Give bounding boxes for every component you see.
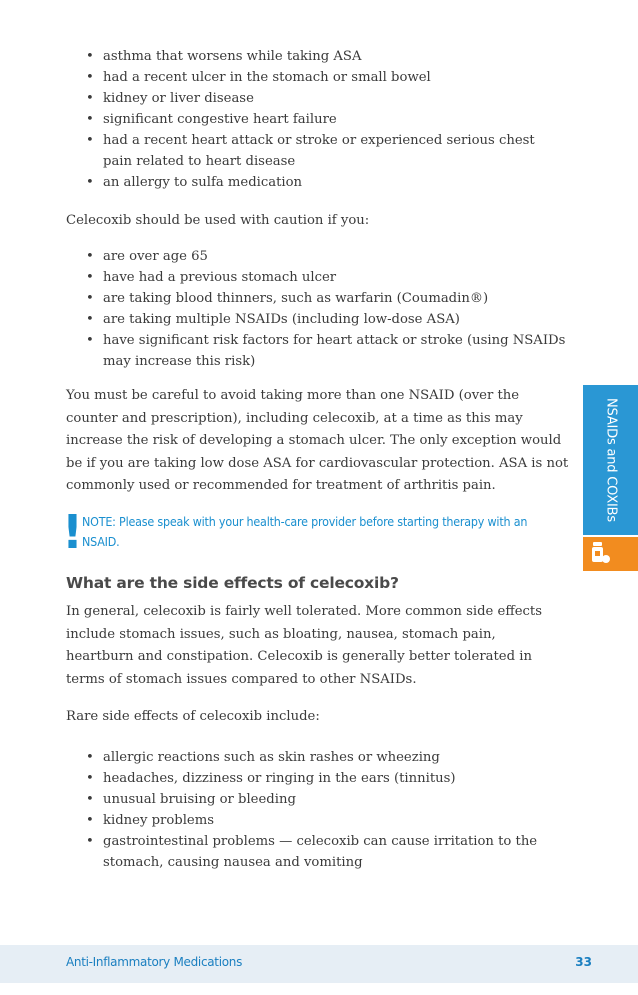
list-item: • unusual bruising or bleeding	[86, 789, 556, 810]
rare-side-effects-intro: Rare side effects of celecoxib include:	[66, 709, 320, 724]
page-number: 33	[575, 955, 592, 969]
section-tab-icon-box	[583, 537, 638, 571]
list-item: • had a recent ulcer in the stomach or small bowel	[86, 67, 566, 88]
footer-title: Anti-Inflammatory Medications	[66, 955, 243, 969]
list-item: • are over age 65	[86, 246, 566, 267]
rare-side-effects-list	[86, 747, 556, 873]
section-tab	[583, 385, 638, 535]
list-item: • significant congestive heart failure	[86, 109, 566, 130]
note-callout	[62, 505, 542, 559]
note-text: NOTE: Please speak with your health-care provider before starting therapy with an NSAID.	[82, 514, 528, 549]
caution-list	[86, 246, 566, 372]
list-item: • kidney or liver disease	[86, 88, 566, 109]
list-item: • are taking multiple NSAIDs (including low-dose ASA)	[86, 309, 566, 330]
warning-paragraph: You must be careful to avoid taking more than one NSAID (over the counter and prescription), including celecoxib, at a time as this may increase the risk of developing a stomach ulcer. The only exception would be if you are taking low dose ASA for cardiovascular protection. ASA is not commonly used or recommended for treatment of arthritis pain.	[66, 388, 569, 493]
caution-intro: Celecoxib should be used with caution if you:	[66, 213, 370, 228]
page-footer	[0, 945, 638, 983]
list-item: • had a recent heart attack or stroke or experienced serious chest pain related to heart disease	[86, 130, 566, 172]
contraindications-list	[86, 46, 566, 193]
list-item: • gastrointestinal problems — celecoxib can cause irritation to the stomach, causing nausea and vomiting	[86, 831, 556, 873]
list-item: • asthma that worsens while taking ASA	[86, 46, 566, 67]
list-item: • allergic reactions such as skin rashes or wheezing	[86, 747, 556, 768]
list-item: • have significant risk factors for heart attack or stroke (using NSAIDs may increase this risk)	[86, 330, 566, 372]
list-item: • headaches, dizziness or ringing in the ears (tinnitus)	[86, 768, 556, 789]
section-tab-label: NSAIDs and COXIBs	[603, 398, 618, 522]
exclamation-icon: !	[62, 505, 83, 559]
list-item: • an allergy to sulfa medication	[86, 172, 566, 193]
pill-bottle-icon	[583, 537, 638, 571]
side-effects-heading: What are the side effects of celecoxib?	[66, 574, 399, 592]
list-item: • kidney problems	[86, 810, 556, 831]
side-effects-general: In general, celecoxib is fairly well tolerated. More common side effects include stomach issues, such as bloating, nausea, stomach pain, heartburn and constipation. Celecoxib is generally better tolerated in terms of stomach issues compared to other NSAIDs.	[66, 604, 542, 687]
list-item: • have had a previous stomach ulcer	[86, 267, 566, 288]
list-item: • are taking blood thinners, such as warfarin (Coumadin®)	[86, 288, 566, 309]
